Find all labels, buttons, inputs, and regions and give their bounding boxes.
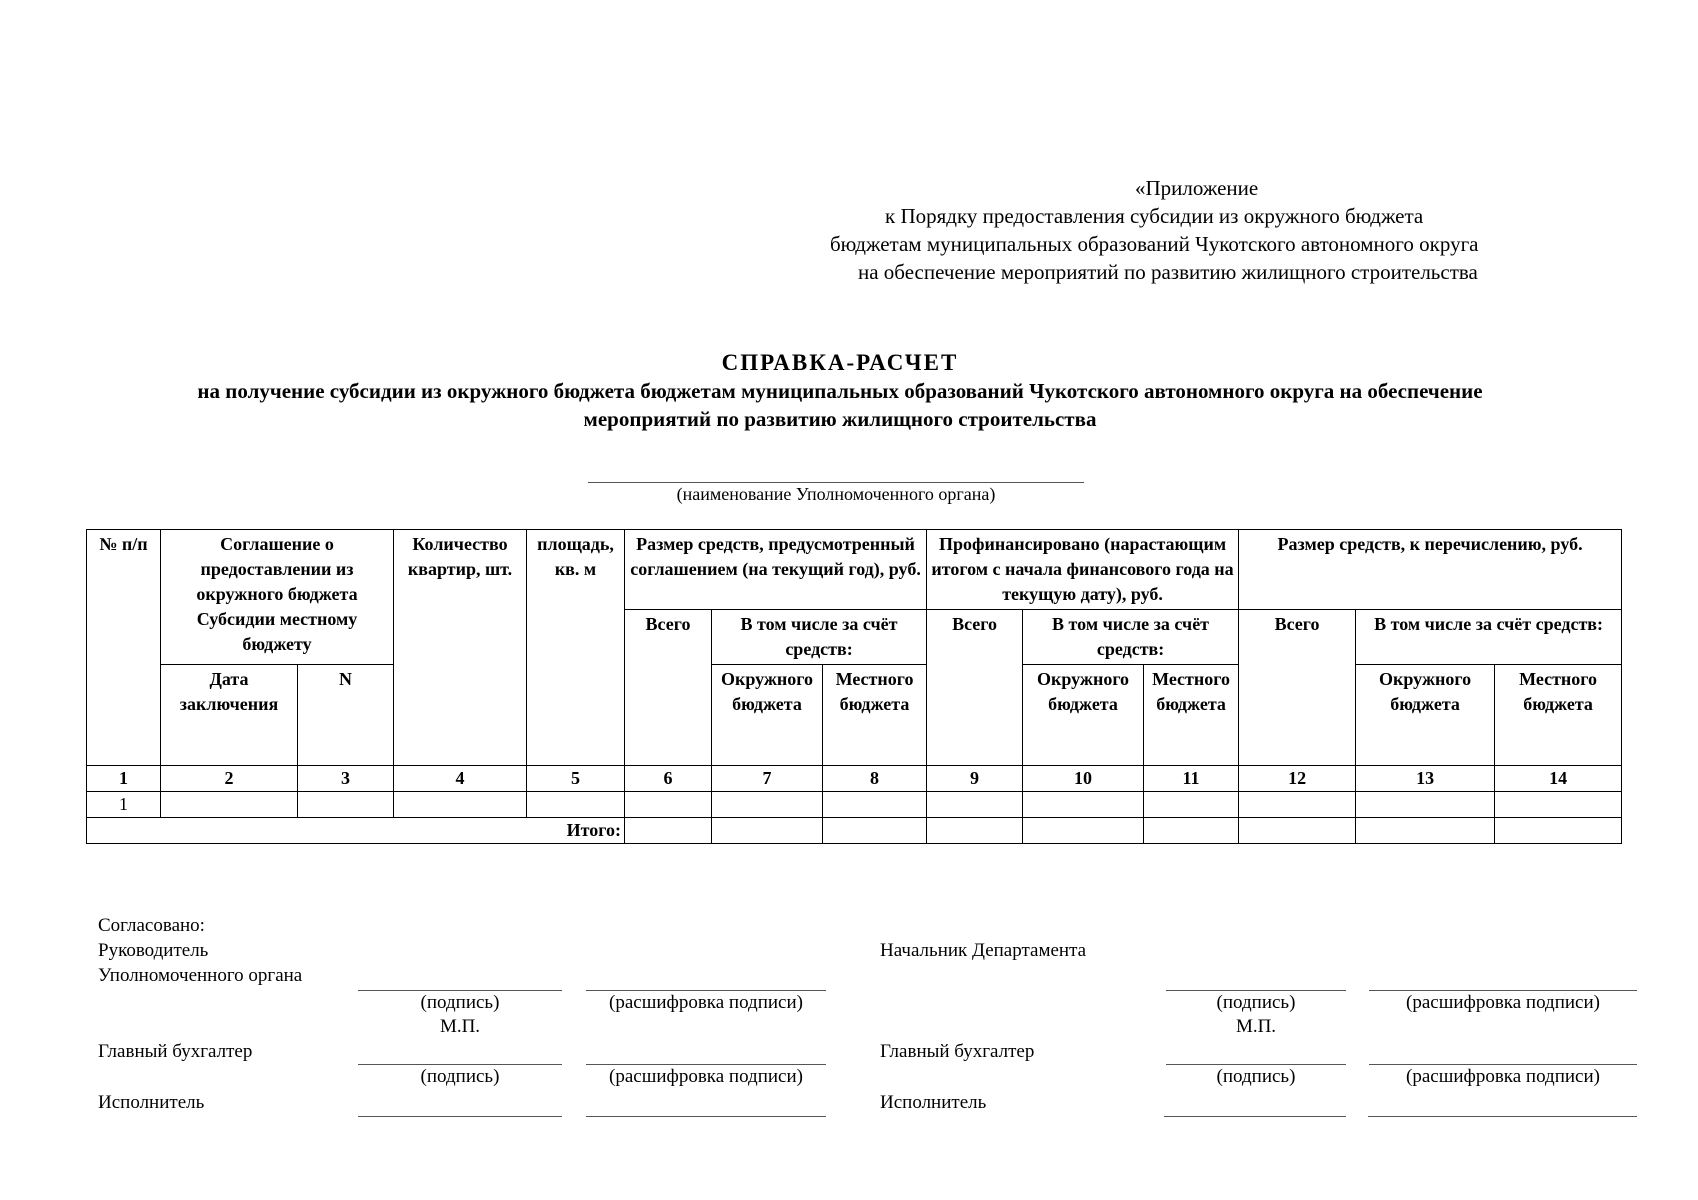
header-num: № п/п <box>87 530 161 766</box>
provided-local-cell[interactable] <box>823 792 927 818</box>
org-name-caption: (наименование Уполномоченного органа) <box>676 484 996 504</box>
total-label: Итого: <box>87 818 625 844</box>
financed-total-cell[interactable] <box>927 792 1023 818</box>
dept-head-decode-line[interactable] <box>1369 990 1637 991</box>
appendix-line-3: бюджетам муниципальных образований Чукотского автономного округа <box>830 232 1479 256</box>
header-transfer-local: Местного бюджета <box>1495 665 1622 766</box>
total-financed-cell[interactable] <box>927 818 1023 844</box>
head-decode-line[interactable] <box>586 990 826 991</box>
document-title: СПРАВКА-РАСЧЕТ <box>721 350 959 375</box>
header-provided-local: Местного бюджета <box>823 665 927 766</box>
header-apartments: Количество квартир, шт. <box>394 530 527 766</box>
accountant-decode-caption: (расшифровка подписи) <box>609 1066 803 1087</box>
executor-label: Исполнитель <box>98 1092 205 1113</box>
header-financed-total: Всего <box>927 610 1023 766</box>
executor-signature-line[interactable] <box>358 1116 562 1117</box>
dept-head-signature-line[interactable] <box>1166 990 1346 991</box>
row-num-cell: 1 <box>87 792 161 818</box>
header-provided-incl: В том числе за счёт средств: <box>712 610 927 665</box>
table-row <box>87 792 1622 818</box>
column-number-row <box>87 766 1622 792</box>
header-transfer: Размер средств, к перечислению, руб. <box>1239 530 1622 610</box>
header-date: Дата заключения <box>161 665 298 766</box>
n-cell[interactable] <box>298 792 394 818</box>
column-number: 14 <box>1495 766 1622 792</box>
dept-head-signature-caption: (подпись) <box>1216 992 1296 1013</box>
chief-accountant-label: Главный бухгалтер <box>98 1041 253 1062</box>
header-transfer-incl: В том числе за счёт средств: <box>1356 610 1622 665</box>
total-financed-local-cell[interactable] <box>1144 818 1239 844</box>
total-provided-cell[interactable] <box>625 818 712 844</box>
date-cell[interactable] <box>161 792 298 818</box>
subtitle-line-1: на получение субсидии из окружного бюджета бюджетам муниципальных образований Чукотского автономного округа на обеспечение <box>197 379 1483 403</box>
head-decode-caption: (расшифровка подписи) <box>609 992 803 1013</box>
column-number: 4 <box>394 766 527 792</box>
dept-accountant-decode-caption: (расшифровка подписи) <box>1406 1066 1600 1087</box>
transfer-local-cell[interactable] <box>1495 792 1622 818</box>
column-number: 2 <box>161 766 298 792</box>
header-financed: Профинансировано (нарастающим итогом с начала финансового года на текущую дату), руб. <box>927 530 1239 610</box>
column-number: 1 <box>87 766 161 792</box>
dept-chief-accountant-label: Главный бухгалтер <box>880 1041 1035 1062</box>
header-area: площадь, кв. м <box>527 530 625 766</box>
column-number: 5 <box>527 766 625 792</box>
dept-accountant-decode-line[interactable] <box>1369 1064 1637 1065</box>
org-name-line[interactable] <box>588 482 1084 483</box>
area-cell[interactable] <box>527 792 625 818</box>
header-financed-district: Окружного бюджета <box>1023 665 1144 766</box>
stamp-label: М.П. <box>439 1016 481 1037</box>
total-provided-local-cell[interactable] <box>823 818 927 844</box>
column-number: 7 <box>712 766 823 792</box>
column-number: 11 <box>1144 766 1239 792</box>
column-number: 12 <box>1239 766 1356 792</box>
appendix-line-2: к Порядку предоставления субсидии из окружного бюджета <box>885 204 1424 228</box>
header-financed-incl: В том числе за счёт средств: <box>1023 610 1239 665</box>
total-transfer-cell[interactable] <box>1239 818 1356 844</box>
financed-local-cell[interactable] <box>1144 792 1239 818</box>
column-number: 10 <box>1023 766 1144 792</box>
accountant-signature-line[interactable] <box>358 1064 562 1065</box>
accountant-signature-caption: (подпись) <box>420 1066 500 1087</box>
transfer-total-cell[interactable] <box>1239 792 1356 818</box>
subtitle-line-2: мероприятий по развитию жилищного строительства <box>583 407 1097 431</box>
column-number: 13 <box>1356 766 1495 792</box>
head-label-line-2: Уполномоченного органа <box>98 965 303 986</box>
provided-total-cell[interactable] <box>625 792 712 818</box>
accountant-decode-line[interactable] <box>586 1064 826 1065</box>
dept-accountant-signature-caption: (подпись) <box>1216 1066 1296 1087</box>
header-financed-local: Местного бюджета <box>1144 665 1239 766</box>
dept-accountant-signature-line[interactable] <box>1166 1064 1346 1065</box>
dept-head-label: Начальник Департамента <box>880 940 1087 961</box>
header-n: N <box>298 665 394 766</box>
dept-executor-decode-line[interactable] <box>1368 1116 1637 1117</box>
calculation-table <box>86 529 1622 844</box>
column-number: 3 <box>298 766 394 792</box>
column-number: 8 <box>823 766 927 792</box>
dept-executor-signature-line[interactable] <box>1164 1116 1346 1117</box>
appendix-line-4: на обеспечение мероприятий по развитию жилищного строительства <box>858 260 1478 284</box>
header-provided-district: Окружного бюджета <box>712 665 823 766</box>
total-transfer-local-cell[interactable] <box>1495 818 1622 844</box>
header-transfer-district: Окружного бюджета <box>1356 665 1495 766</box>
agreed-label: Согласовано: <box>98 915 205 936</box>
provided-district-cell[interactable] <box>712 792 823 818</box>
appendix-line-1: «Приложение <box>1135 176 1259 200</box>
header-agreement: Соглашение о предоставлении из окружного бюджета Субсидии местному бюджету <box>161 530 394 665</box>
head-label-line-1: Руководитель <box>98 940 209 961</box>
header-provided: Размер средств, предусмотренный соглашением (на текущий год), руб. <box>625 530 927 610</box>
head-signature-caption: (подпись) <box>420 992 500 1013</box>
total-transfer-district-cell[interactable] <box>1356 818 1495 844</box>
apartments-cell[interactable] <box>394 792 527 818</box>
transfer-district-cell[interactable] <box>1356 792 1495 818</box>
total-row <box>87 818 1622 844</box>
dept-executor-label: Исполнитель <box>880 1092 987 1113</box>
document-subtitle <box>60 377 1620 433</box>
total-financed-district-cell[interactable] <box>1023 818 1144 844</box>
dept-stamp-label: М.П. <box>1235 1016 1277 1037</box>
total-provided-district-cell[interactable] <box>712 818 823 844</box>
column-number: 9 <box>927 766 1023 792</box>
appendix-header <box>820 174 1620 286</box>
column-number: 6 <box>625 766 712 792</box>
financed-district-cell[interactable] <box>1023 792 1144 818</box>
executor-decode-line[interactable] <box>586 1116 826 1117</box>
header-transfer-total: Всего <box>1239 610 1356 766</box>
header-provided-total: Всего <box>625 610 712 766</box>
dept-head-decode-caption: (расшифровка подписи) <box>1406 992 1600 1013</box>
head-signature-line[interactable] <box>358 990 562 991</box>
